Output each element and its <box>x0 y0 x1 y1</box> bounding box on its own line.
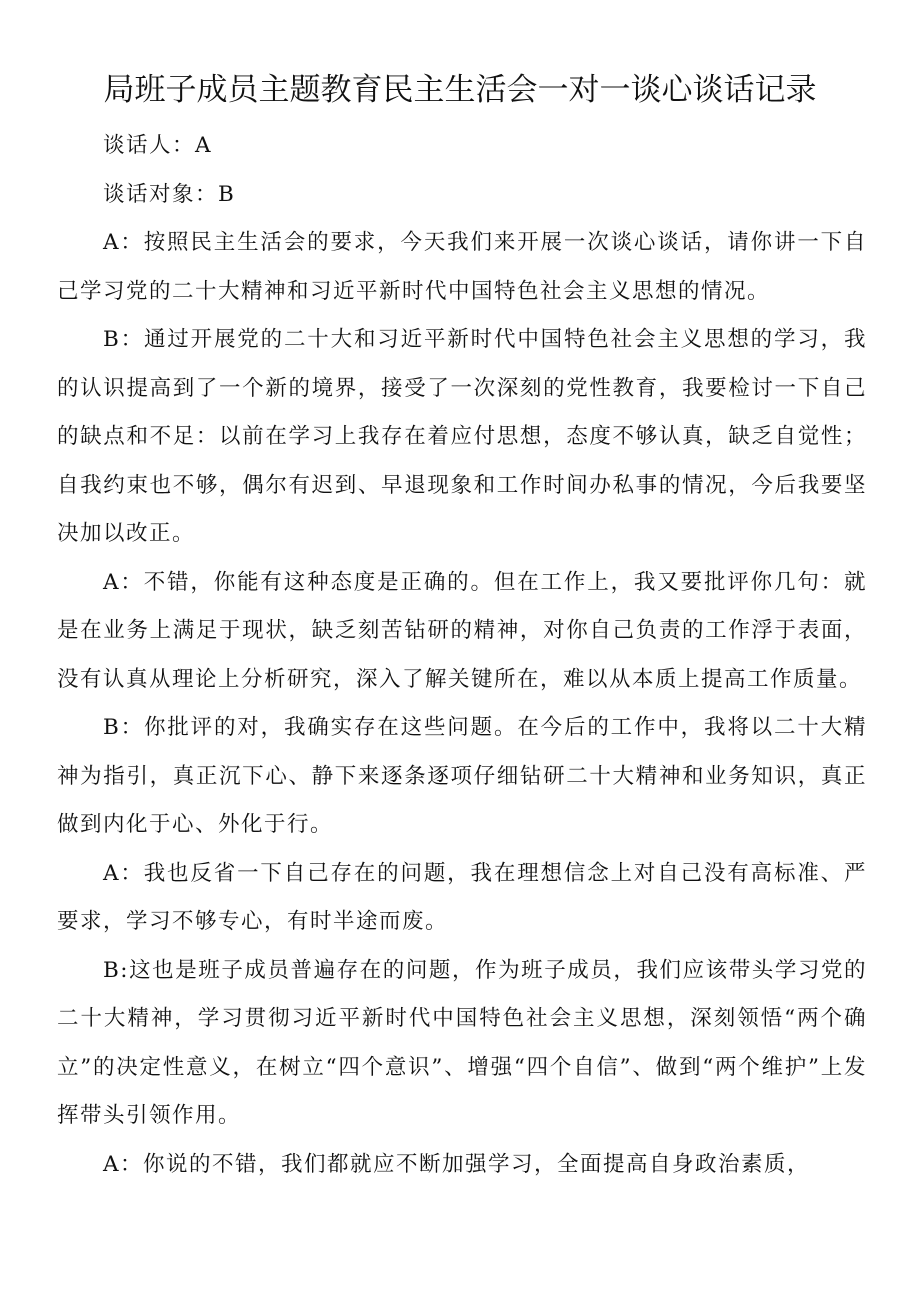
speaker-line: 谈话人：A <box>103 133 213 158</box>
paragraph-4: B：你批评的对，我确实存在这些问题。在今后的工作中，我将以二十大精神为指引，真正沉下心、静下来逐条逐项仔细钻研二十大精神和业务知识，真正做到内化于心、外化于行。 <box>57 715 867 837</box>
paragraph-3: A：不错，你能有这种态度是正确的。但在工作上，我又要批评你几句：就是在业务上满足于现状，缺乏刻苦钻研的精神，对你自己负责的工作浮于表面，没有认真从理论上分析研究，深入了解关键所在，难以从本质上提高工作质量。 <box>57 569 867 692</box>
document-body <box>57 122 867 1189</box>
target-line: 谈话对象：B <box>103 181 236 207</box>
paragraph-2: B：通过开展党的二十大和习近平新时代中国特色社会主义思想的学习，我的认识提高到了一个新的境界，接受了一次深刻的党性教育，我要检讨一下自己的缺点和不足：以前在学习上我存在着应付思想，态度不够认真，缺乏自觉性；自我约束也不够，偶尔有迟到、早退现象和工作时间办私事的情况，今后我要坚决加以改正。 <box>57 327 867 546</box>
paragraph-1: A：按照民主生活会的要求，今天我们来开展一次谈心谈话，请你讲一下自己学习党的二十大精神和习近平新时代中国特色社会主义思想的情况。 <box>57 230 867 304</box>
document-title: 局班子成员主题教育民主生活会一对一谈心谈话记录 <box>103 72 817 108</box>
paragraph-6: B:这也是班子成员普遍存在的问题，作为班子成员，我们应该带头学习党的二十大精神，学习贯彻习近平新时代中国特色社会主义思想，深刻领悟“两个确立”的决定性意义，在树立“四个意识”、增强“四个自信”、做到“两个维护”上发挥带头引领作用。 <box>57 957 867 1128</box>
paragraph-7: A：你说的不错，我们都就应不断加强学习，全面提高自身政治素质， <box>103 1151 811 1177</box>
paragraph-5: A：我也反省一下自己存在的问题，我在理想信念上对自己没有高标准、严要求，学习不够专心，有时半途而废。 <box>57 860 867 934</box>
